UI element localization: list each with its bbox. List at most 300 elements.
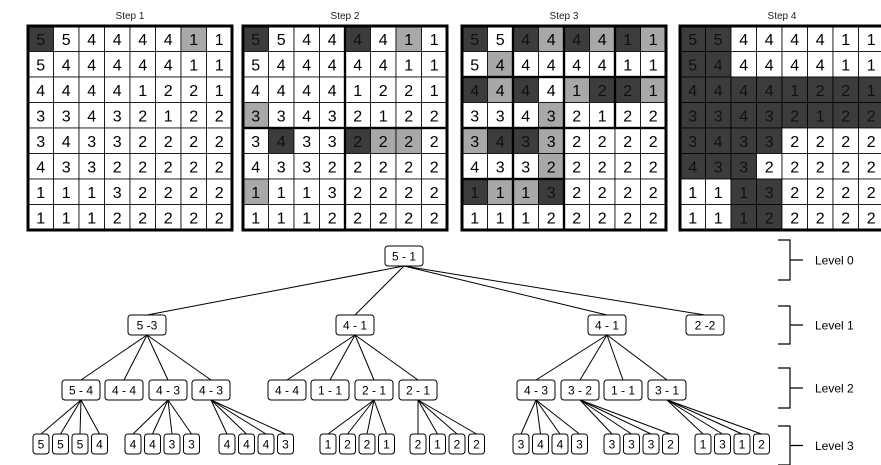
cell-value: 4 [546, 82, 556, 100]
cell-value: 1 [189, 31, 199, 49]
level3-node-label: 1 [699, 437, 707, 452]
level2-node-label: 4 - 4 [111, 383, 137, 398]
cell-value: 2 [648, 210, 658, 228]
cell-value: 2 [866, 159, 876, 177]
cell-value: 2 [353, 184, 363, 202]
cell-value: 2 [572, 133, 582, 151]
cell-value: 1 [688, 210, 698, 228]
tree-edge [81, 335, 147, 380]
cell-value: 4 [546, 57, 556, 75]
cell-value: 2 [546, 210, 556, 228]
cell-value: 4 [713, 133, 723, 151]
cell-value: 4 [597, 57, 607, 75]
cell-value: 4 [739, 57, 749, 75]
cell-value: 3 [764, 184, 774, 202]
level0-node-label: 5 - 1 [391, 249, 417, 264]
cell-value: 4 [470, 159, 480, 177]
level2-node-label: 2 - 1 [361, 383, 387, 398]
cell-value: 1 [623, 31, 633, 49]
cell-value: 4 [327, 57, 337, 75]
cell-value: 1 [841, 57, 851, 75]
cell-value: 4 [790, 31, 800, 49]
tree-edges [41, 266, 762, 434]
cell-value: 2 [138, 159, 148, 177]
cell-value: 4 [378, 31, 388, 49]
cell-value: 1 [251, 210, 261, 228]
cell-value: 3 [470, 133, 480, 151]
cell-value: 4 [276, 133, 286, 151]
level2-node-label: 4 - 4 [274, 383, 300, 398]
tree-edge [211, 400, 286, 434]
cell-value: 2 [866, 184, 876, 202]
cell-value: 2 [189, 133, 199, 151]
cell-value: 1 [429, 82, 439, 100]
tree-edge [536, 335, 607, 380]
cell-value: 2 [429, 133, 439, 151]
cell-value: 5 [713, 31, 723, 49]
cell-value: 1 [648, 82, 658, 100]
level3-node-label: 4 [223, 437, 231, 452]
tree-edge [418, 400, 477, 434]
cell-value: 2 [597, 159, 607, 177]
level3-node-label: 2 [453, 437, 461, 452]
level3-node-label: 4 [96, 437, 103, 452]
cell-value: 1 [495, 184, 505, 202]
level3-node-label: 1 [434, 437, 441, 452]
cell-value: 3 [302, 133, 312, 151]
cell-value: 2 [189, 184, 199, 202]
level3-node-label: 5 [57, 437, 64, 452]
cell-value: 3 [546, 133, 556, 151]
cell-value: 3 [546, 108, 556, 126]
cell-value: 4 [327, 82, 337, 100]
cell-value: 2 [815, 82, 825, 100]
cell-value: 4 [327, 31, 337, 49]
cell-value: 5 [276, 31, 286, 49]
level-bracket [778, 240, 803, 280]
cell-value: 4 [61, 82, 71, 100]
cell-value: 3 [764, 108, 774, 126]
cell-value: 2 [623, 108, 633, 126]
level-label: Level 3 [815, 439, 854, 453]
level3-node-label: 3 [628, 437, 635, 452]
tree-edge [580, 335, 607, 380]
cell-value: 2 [841, 133, 851, 151]
level2-node-label: 5 - 4 [68, 383, 94, 398]
cell-value: 2 [623, 184, 633, 202]
cell-value: 4 [112, 57, 122, 75]
cell-value: 2 [214, 184, 224, 202]
cell-value: 4 [521, 31, 531, 49]
cell-value: 4 [764, 57, 774, 75]
cell-value: 2 [214, 210, 224, 228]
tree-edge [330, 335, 355, 380]
cell-value: 2 [163, 159, 173, 177]
cell-value: 1 [302, 210, 312, 228]
level3-node-label: 5 [37, 437, 45, 452]
cell-value: 1 [572, 82, 582, 100]
tree-edge [147, 335, 168, 380]
cell-value: 2 [572, 210, 582, 228]
cell-value: 2 [404, 108, 414, 126]
cell-value: 1 [353, 82, 363, 100]
tree-edge [61, 400, 82, 434]
level2-node-label: 3 - 2 [567, 383, 593, 398]
cell-value: 5 [688, 57, 698, 75]
cell-value: 1 [36, 210, 46, 228]
cell-value: 2 [163, 133, 173, 151]
level3-node-label: 4 [149, 437, 156, 452]
cell-value: 2 [597, 210, 607, 228]
cell-value: 2 [353, 159, 363, 177]
cell-value: 4 [276, 82, 286, 100]
cell-value: 3 [112, 108, 122, 126]
cell-value: 4 [112, 82, 122, 100]
cell-value: 1 [866, 57, 876, 75]
cell-value: 1 [378, 108, 388, 126]
cell-value: 2 [764, 159, 774, 177]
tree-edge [287, 335, 355, 380]
level-label: Level 2 [815, 381, 854, 396]
cell-value: 3 [327, 184, 337, 202]
tree-edge [667, 400, 703, 434]
cell-value: 4 [302, 82, 312, 100]
cell-value: 4 [138, 57, 148, 75]
tree-edge [124, 335, 147, 380]
cell-value: 2 [866, 210, 876, 228]
cell-value: 2 [572, 184, 582, 202]
cell-value: 2 [163, 82, 173, 100]
cell-value: 2 [327, 159, 337, 177]
cell-value: 2 [841, 108, 851, 126]
cell-value: 3 [546, 184, 556, 202]
level3-node-label: 2 [344, 437, 351, 452]
tree-edge [211, 400, 247, 434]
cell-value: 4 [495, 82, 505, 100]
tree-edge [607, 335, 623, 380]
level3-node-label: 3 [282, 437, 289, 452]
level2-node-label: 4 - 3 [155, 383, 181, 398]
cell-value: 3 [87, 133, 97, 151]
level3-node-label: 4 [537, 437, 544, 452]
cell-value: 1 [251, 184, 261, 202]
cell-value: 2 [790, 159, 800, 177]
cell-value: 2 [112, 210, 122, 228]
cell-value: 5 [470, 57, 480, 75]
tree-edge [153, 400, 169, 434]
level3-node-label: 3 [719, 437, 726, 452]
cell-value: 4 [302, 57, 312, 75]
cell-value: 1 [688, 184, 698, 202]
level3-node-label: 3 [168, 437, 176, 452]
tree-edge [81, 400, 100, 434]
cell-value: 2 [138, 210, 148, 228]
cell-value: 2 [214, 108, 224, 126]
cell-value: 2 [353, 210, 363, 228]
cell-value: 4 [302, 108, 312, 126]
cell-value: 1 [841, 31, 851, 49]
cell-value: 4 [36, 159, 46, 177]
cell-value: 1 [61, 184, 71, 202]
level3-node-label: 4 [556, 437, 564, 452]
cell-value: 5 [36, 57, 46, 75]
cell-value: 2 [378, 82, 388, 100]
cell-value: 4 [790, 57, 800, 75]
cell-value: 2 [815, 184, 825, 202]
cell-value: 1 [597, 108, 607, 126]
cell-value: 4 [87, 57, 97, 75]
cell-value: 3 [495, 108, 505, 126]
cell-value: 2 [404, 159, 414, 177]
cell-value: 2 [404, 184, 414, 202]
step-grid-2 [243, 11, 447, 230]
level-label: Level 0 [815, 253, 854, 268]
cell-value: 4 [87, 31, 97, 49]
tree-edge [580, 400, 671, 434]
cell-value: 3 [36, 108, 46, 126]
cell-value: 3 [495, 159, 505, 177]
tree-edge [667, 400, 742, 434]
cell-value: 4 [815, 57, 825, 75]
level3-node-label: 2 [363, 437, 371, 452]
cell-value: 2 [189, 108, 199, 126]
tree-edge [404, 266, 705, 315]
level2-node-label: 3 - 1 [654, 383, 680, 398]
tree-nodes [33, 246, 770, 454]
level2-node-label: 1 - 1 [317, 383, 343, 398]
cell-value: 2 [214, 159, 224, 177]
cell-value: 2 [866, 133, 876, 151]
cell-value: 3 [764, 133, 774, 151]
cell-value: 4 [713, 57, 723, 75]
level2-node-label: 4 - 3 [523, 383, 549, 398]
cell-value: 3 [112, 184, 122, 202]
tree-edge [607, 335, 667, 380]
step-title: Step 1 [115, 11, 145, 22]
cell-value: 2 [404, 133, 414, 151]
cell-value: 1 [189, 57, 199, 75]
cell-value: 2 [214, 133, 224, 151]
cell-value: 2 [138, 133, 148, 151]
cell-value: 5 [470, 31, 480, 49]
cell-value: 4 [521, 82, 531, 100]
cell-value: 3 [327, 133, 337, 151]
cell-value: 3 [276, 108, 286, 126]
cell-value: 1 [866, 31, 876, 49]
cell-value: 1 [623, 57, 633, 75]
cell-value: 2 [404, 82, 414, 100]
cell-value: 1 [815, 108, 825, 126]
cell-value: 4 [353, 31, 363, 49]
level1-node-label: 4 - 1 [342, 318, 368, 333]
level3-node-label: 2 [473, 437, 480, 452]
tree-edge [536, 400, 580, 434]
cell-value: 2 [648, 159, 658, 177]
level-brackets [778, 240, 854, 465]
cell-value: 2 [815, 133, 825, 151]
level3-node-label: 4 [129, 437, 137, 452]
cell-value: 4 [163, 31, 173, 49]
cell-value: 2 [623, 82, 633, 100]
level3-node-label: 2 [667, 437, 674, 452]
cell-value: 2 [790, 210, 800, 228]
step-grid-3 [462, 11, 666, 230]
cell-value: 2 [378, 210, 388, 228]
cell-value: 2 [841, 159, 851, 177]
cell-value: 3 [251, 133, 261, 151]
cell-value: 1 [495, 210, 505, 228]
cell-value: 2 [648, 108, 658, 126]
cell-value: 2 [815, 210, 825, 228]
cell-value: 3 [521, 159, 531, 177]
cell-value: 4 [688, 82, 698, 100]
cell-value: 2 [790, 108, 800, 126]
level3-node-label: 3 [576, 437, 583, 452]
cell-value: 4 [572, 31, 582, 49]
cell-value: 1 [521, 210, 531, 228]
tree-edge [404, 266, 607, 315]
cell-value: 2 [327, 210, 337, 228]
level1-node-label: 4 - 1 [594, 318, 620, 333]
level3-node-label: 2 [414, 437, 422, 452]
cell-value: 4 [713, 82, 723, 100]
cell-value: 2 [189, 210, 199, 228]
tree-edge [580, 400, 651, 434]
cell-value: 4 [112, 31, 122, 49]
level-bracket [778, 426, 803, 465]
cell-value: 2 [163, 210, 173, 228]
cell-value: 3 [713, 108, 723, 126]
cell-value: 3 [688, 133, 698, 151]
cell-value: 4 [688, 159, 698, 177]
cell-value: 5 [251, 31, 261, 49]
cell-value: 1 [648, 31, 658, 49]
cell-value: 2 [623, 210, 633, 228]
cell-value: 4 [764, 31, 774, 49]
step-grid-1 [28, 11, 232, 230]
tree-edge [41, 400, 81, 434]
cell-value: 2 [189, 82, 199, 100]
cell-value: 4 [546, 31, 556, 49]
cell-value: 1 [713, 210, 723, 228]
cell-value: 2 [764, 210, 774, 228]
cell-value: 2 [790, 133, 800, 151]
cell-value: 2 [138, 184, 148, 202]
cell-value: 2 [648, 133, 658, 151]
cell-value: 2 [353, 108, 363, 126]
level1-node-label: 2 -2 [694, 318, 716, 333]
cell-value: 4 [61, 57, 71, 75]
cell-value: 2 [429, 210, 439, 228]
cell-value: 3 [112, 133, 122, 151]
cell-value: 2 [841, 184, 851, 202]
cell-value: 1 [276, 210, 286, 228]
cell-value: 4 [353, 57, 363, 75]
cell-value: 3 [87, 159, 97, 177]
cell-value: 4 [87, 82, 97, 100]
cell-value: 3 [276, 159, 286, 177]
cell-value: 5 [495, 31, 505, 49]
cell-value: 2 [597, 82, 607, 100]
cell-value: 1 [648, 57, 658, 75]
cell-value: 1 [302, 184, 312, 202]
cell-value: 2 [866, 108, 876, 126]
cell-value: 4 [251, 82, 261, 100]
cell-value: 2 [378, 184, 388, 202]
cell-value: 3 [36, 133, 46, 151]
level2-node-label: 4 - 3 [198, 383, 224, 398]
cell-value: 4 [36, 82, 46, 100]
cell-value: 2 [189, 159, 199, 177]
cell-value: 2 [429, 159, 439, 177]
cell-value: 1 [739, 184, 749, 202]
cell-value: 4 [739, 31, 749, 49]
cell-value: 4 [251, 159, 261, 177]
cell-value: 2 [841, 82, 851, 100]
level3-node-label: 1 [738, 437, 746, 452]
step-title: Step 2 [330, 11, 360, 22]
cell-value: 1 [739, 210, 749, 228]
step-grid-4 [680, 11, 881, 230]
cell-value: 4 [815, 31, 825, 49]
cell-value: 3 [470, 108, 480, 126]
cell-value: 4 [470, 82, 480, 100]
tree-edge [374, 400, 387, 434]
cell-value: 2 [138, 108, 148, 126]
cell-value: 5 [688, 31, 698, 49]
cell-value: 1 [429, 57, 439, 75]
cell-value: 2 [790, 184, 800, 202]
cell-value: 3 [61, 108, 71, 126]
cell-value: 1 [866, 82, 876, 100]
tree-edge [580, 400, 632, 434]
cell-value: 2 [429, 108, 439, 126]
cell-value: 4 [276, 57, 286, 75]
cell-value: 4 [764, 82, 774, 100]
cell-value: 2 [546, 159, 556, 177]
cell-value: 4 [495, 133, 505, 151]
cell-value: 1 [470, 210, 480, 228]
level3-node-label: 3 [647, 437, 655, 452]
tree-edge [80, 400, 81, 434]
cell-value: 1 [404, 57, 414, 75]
level3-node-label: 3 [188, 437, 195, 452]
step-title: Step 4 [767, 11, 797, 22]
cell-value: 3 [521, 133, 531, 151]
cell-value: 1 [214, 82, 224, 100]
level3-node-label: 1 [383, 437, 390, 452]
cell-value: 2 [378, 133, 388, 151]
cell-value: 2 [597, 184, 607, 202]
cell-value: 1 [214, 31, 224, 49]
cell-value: 3 [713, 159, 723, 177]
cell-value: 4 [378, 57, 388, 75]
level3-node-label: 3 [517, 437, 525, 452]
cell-value: 5 [36, 31, 46, 49]
level-label: Level 1 [815, 318, 854, 333]
cell-value: 3 [251, 108, 261, 126]
level2-node-label: 2 - 1 [405, 383, 431, 398]
cell-value: 3 [688, 108, 698, 126]
cell-value: 2 [429, 184, 439, 202]
cell-value: 1 [87, 184, 97, 202]
cell-value: 4 [163, 57, 173, 75]
tree-edge [147, 335, 211, 380]
cell-value: 3 [327, 108, 337, 126]
cell-value: 1 [36, 184, 46, 202]
cell-value: 2 [353, 133, 363, 151]
level-bracket [778, 368, 803, 408]
